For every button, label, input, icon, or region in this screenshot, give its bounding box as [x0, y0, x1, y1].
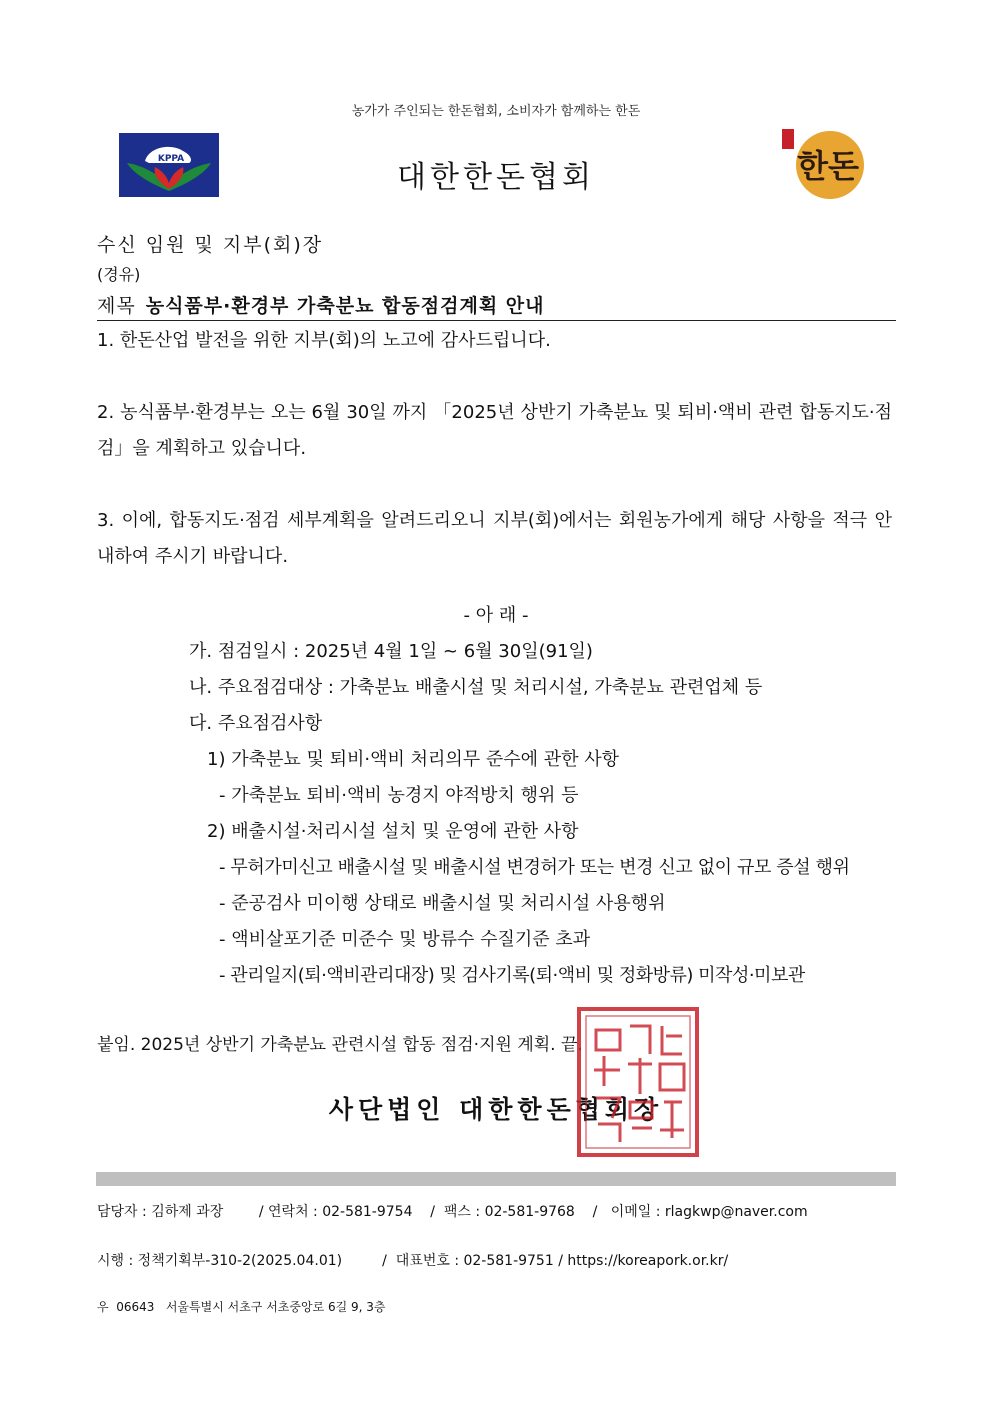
subject-title: 농식품부·환경부 가축분뇨 합동점검계획 안내	[145, 295, 545, 317]
footer-doc-info: 시행 : 정책기획부-310-2(2025.04.01) / 대표번호 : 02-581-9751 / https://koreapork.or.kr/	[97, 1253, 729, 1269]
kppa-logo-text: KPPA	[157, 154, 185, 164]
org-name: 대한한돈협회	[397, 160, 595, 195]
recipient: 수신 임원 및 지부(회)장	[97, 234, 324, 256]
handon-logo-text: 한돈	[797, 147, 859, 185]
item-na: 나. 주요점검대상 : 가축분뇨 배출시설 및 처리시설, 가축분뇨 관련업체 등	[189, 677, 763, 698]
sub-item-2-detail-1: - 무허가미신고 배출시설 및 배출시설 변경허가 또는 변경 신고 없이 규모 증설 행위	[219, 857, 850, 878]
paragraph-3: 3. 이에, 합동지도·점검 세부계획을 알려드리오니 지부(회)에서는 회원농가에게 해당 사항을 적극 안내하여 주시기 바랍니다.	[97, 510, 892, 567]
sub-item-2-detail-2: - 준공검사 미이행 상태로 배출시설 및 처리시설 사용행위	[219, 893, 666, 914]
footer-contact: 담당자 : 김하제 과장 / 연락처 : 02-581-9754 / 팩스 : 02-581-9768 / 이메일 : rlagkwp@naver.com	[97, 1204, 808, 1220]
paragraph-1: 1. 한돈산업 발전을 위한 지부(회)의 노고에 감사드립니다.	[97, 330, 551, 351]
sub-item-1: 1) 가축분뇨 및 퇴비·액비 처리의무 준수에 관한 사항	[207, 749, 620, 770]
paragraph-2: 2. 농식품부·환경부는 오는 6월 30일 까지 「2025년 상반기 가축분뇨 및 퇴비·액비 관련 합동지도·점검」을 계획하고 있습니다.	[97, 402, 892, 459]
arae-heading: - 아 래 -	[463, 605, 529, 626]
item-ga: 가. 점검일시 : 2025년 4월 1일 ~ 6월 30일(91일)	[189, 641, 593, 662]
attachment: 붙임. 2025년 상반기 가축분뇨 관련시설 합동 점검·지원 계획. 끝.	[97, 1035, 583, 1055]
sub-item-2: 2) 배출시설·처리시설 설치 및 운영에 관한 사항	[207, 821, 579, 842]
sub-item-2-detail-3: - 액비살포기준 미준수 및 방류수 수질기준 초과	[219, 929, 591, 950]
handon-logo	[780, 125, 872, 201]
sub-item-1-detail: - 가축분뇨 퇴비·액비 농경지 야적방치 행위 등	[219, 785, 579, 806]
subject-line	[97, 291, 545, 318]
official-seal	[576, 1006, 700, 1158]
signer: 사단법인 대한한돈협회장	[328, 1095, 664, 1124]
slogan: 농가가 주인되는 한돈협회, 소비자가 함께하는 한돈	[351, 104, 641, 119]
sub-item-2-detail-4: - 관리일지(퇴·액비관리대장) 및 검사기록(퇴·액비 및 정화방류) 미작성·미보관	[219, 965, 805, 986]
via: (경유)	[97, 265, 141, 284]
item-da: 다. 주요점검사항	[189, 713, 323, 734]
footer-divider	[96, 1172, 896, 1186]
footer-address: 우 06643 서울특별시 서초구 서초중앙로 6길 9, 3층	[97, 1300, 386, 1314]
subject-label: 제목	[97, 295, 136, 317]
subject-divider	[97, 320, 896, 321]
